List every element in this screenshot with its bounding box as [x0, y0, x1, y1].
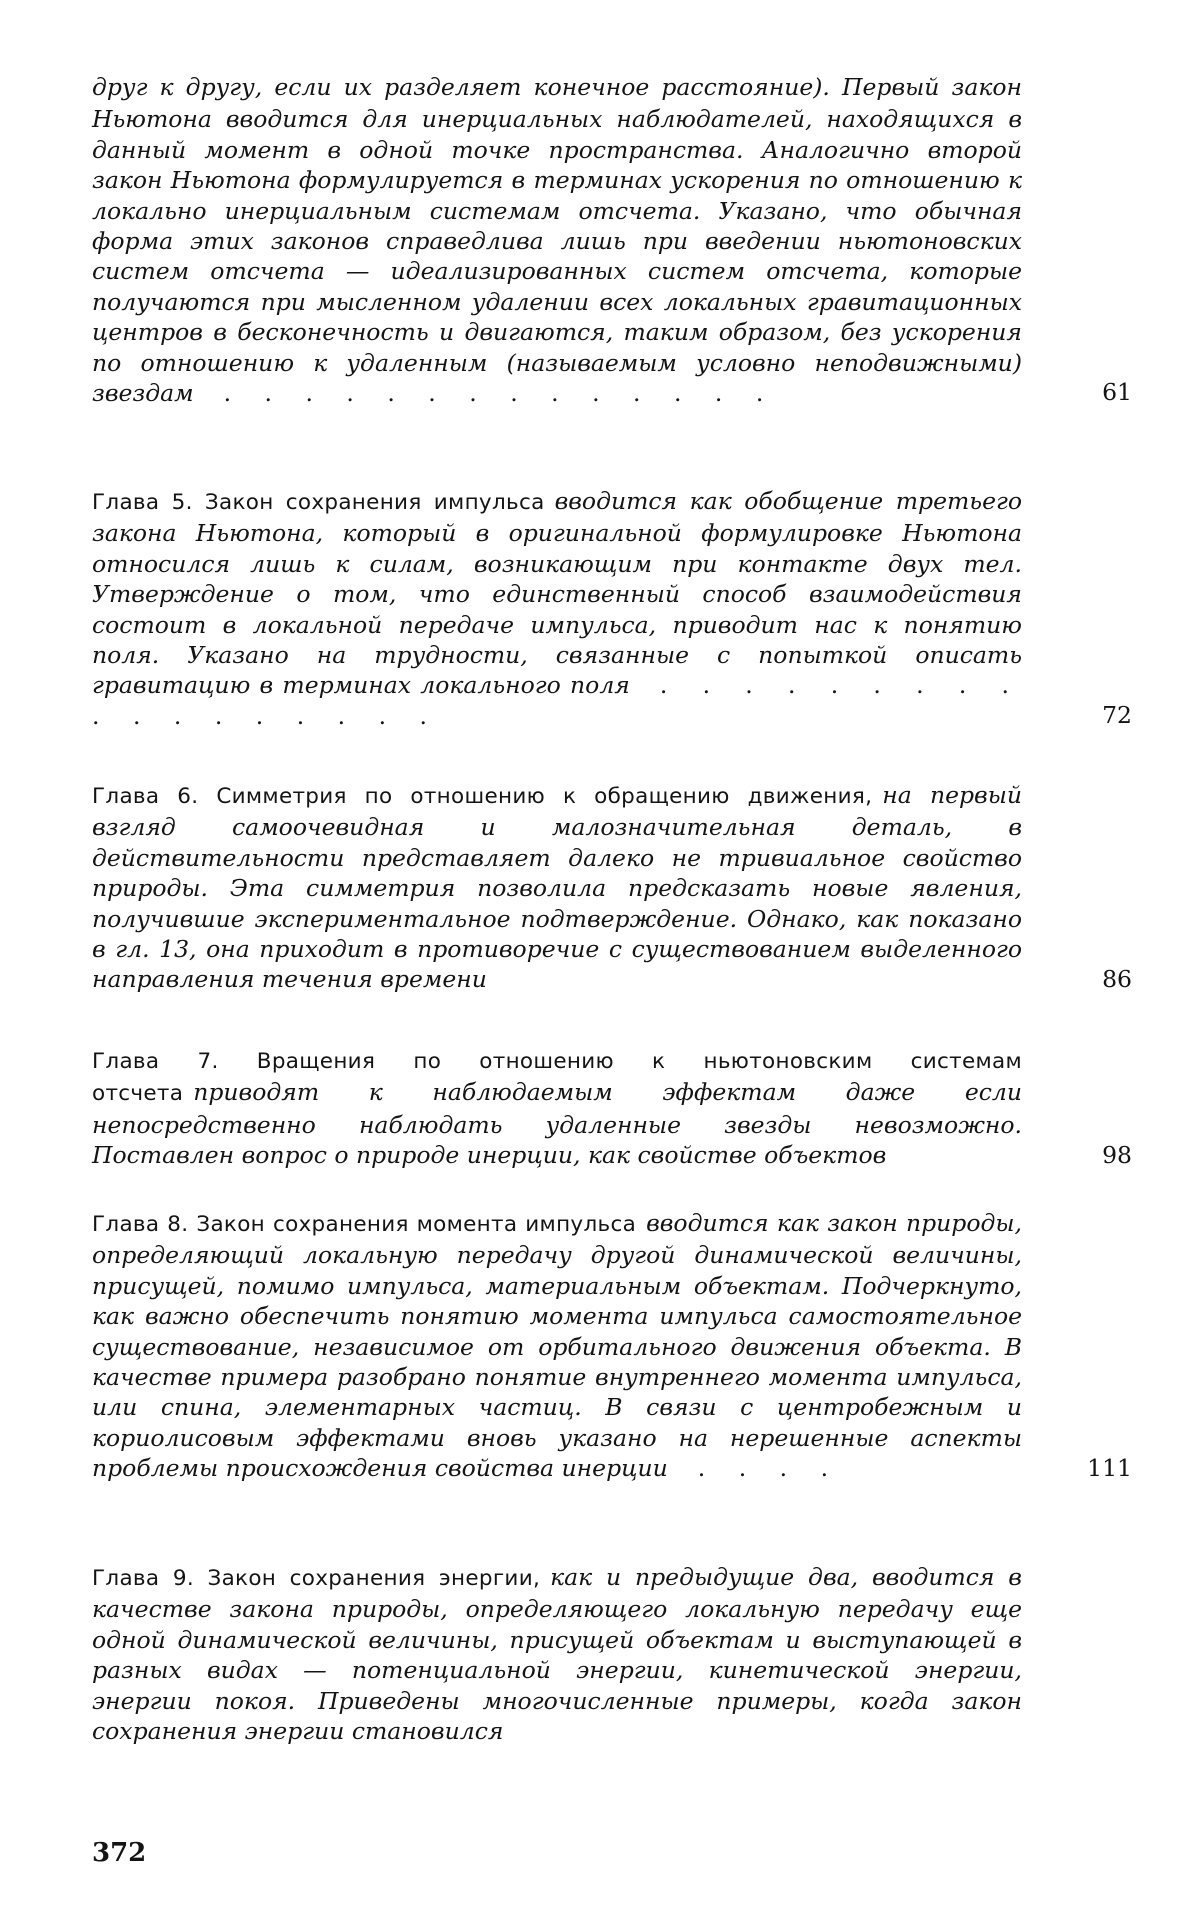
leader-dots: . . . .	[697, 1454, 842, 1483]
toc-entry-continuation	[92, 72, 1132, 408]
chapter-description: приводят к наблюдаемым эффектам даже если непосредственно наблюдать удаленные звезды невозможно. Поставлен вопрос о природе инерции, как свойстве объектов	[92, 1078, 1022, 1170]
chapter-heading: Глава 9. Закон сохранения энергии,	[92, 1566, 541, 1591]
entry-body	[92, 1562, 1022, 1746]
chapter-description: на первый взгляд самоочевидная и малозначительная деталь, в действительности представляет далеко не тривиальное свойство природы. Эта симметрия позволила предсказать новые явления, получившие экспериментальное подтверждение. Однако, как показано в гл. 13, она приходит в противоречие с существованием выделенного направления течения времени	[92, 781, 1023, 994]
chapter-description: вводится как закон природы, определяющий локальную передачу другой динамической величины, присущей, помимо импульса, материальным объектам. Подчеркнуто, как важно обеспечить понятию момента импульса самостоятельное существование, независимое от орбитального движения объекта. В качестве примера разобрано понятие внутреннего момента импульса, или спина, элементарных частиц. В связи с центробежным и кориолисовым эффектами вновь указано на нерешенные аспекты проблемы происхождения свойства инерции	[92, 1209, 1022, 1483]
entry-body	[92, 1045, 1022, 1171]
toc-entry-chapter-5	[92, 486, 1132, 731]
chapter-description: как и предыдущие два, вводится в качестве закона природы, определяющего локальную передачу еще одной динамической величины, присущей объектам и выступающей в разных видах — потенциальной энергии, кинетической энергии, энергии покоя. Приведены многочисленные примеры, когда закон сохранения энергии становился	[92, 1563, 1022, 1746]
entry-body	[92, 780, 1022, 995]
page-reference: 72	[1102, 701, 1132, 730]
page-reference: 61	[1102, 378, 1132, 407]
leader-dots: . . . . . . . . . . . . . .	[223, 379, 777, 408]
toc-entry-chapter-9	[92, 1562, 1132, 1746]
page-reference: 86	[1102, 964, 1132, 993]
chapter-description: вводится как обобщение третьего закона Ньютона, который в оригинальной формулировке Ньютона относился лишь к силам, возникающим при контакте двух тел. Утверждение о том, что единственный способ взаимодействия состоит в локальной передаче импульса, приводит нас к понятию поля. Указано на трудности, связанные с попыткой описать гравитацию в терминах локального поля	[92, 487, 1023, 700]
leader-dots: . . . . . . . . . . . . . . . . . .	[92, 671, 1022, 730]
chapter-description: друг к другу, если их разделяет конечное расстояние). Первый закон Ньютона вводится для инерциальных наблюдателей, находящихся в данный момент в одной точке пространства. Аналогично второй закон Ньютона формулируется в терминах ускорения по отношению к локально инерциальным системам отсчета. Указано, что обычная форма этих законов справедлива лишь при введении ньютоновских систем отсчета — идеализированных систем отсчета, которые получаются при мысленном удалении всех локальных гравитационных центров в бесконечность и двигаются, таким образом, без ускорения по отношению к удаленным (называемым условно неподвижными) звездам	[92, 73, 1022, 408]
entry-body	[92, 1208, 1022, 1484]
toc-entry-chapter-6	[92, 780, 1132, 995]
entry-body	[92, 486, 1022, 731]
chapter-heading: Глава 8. Закон сохранения момента импульса	[92, 1212, 637, 1237]
toc-entry-chapter-7	[92, 1045, 1132, 1171]
page-reference: 98	[1102, 1140, 1132, 1169]
chapter-heading: Глава 6. Симметрия по отношению к обращению движения,	[92, 784, 873, 809]
chapter-heading: Глава 5. Закон сохранения импульса	[92, 490, 545, 515]
entry-body	[92, 72, 1022, 408]
page-reference: 111	[1087, 1453, 1132, 1482]
chapter-heading: Глава 7. Вращения по отношению к ньютоновским системам отсчета	[92, 1049, 1022, 1107]
page-number: 372	[92, 1838, 147, 1868]
toc-entry-chapter-8	[92, 1208, 1132, 1484]
